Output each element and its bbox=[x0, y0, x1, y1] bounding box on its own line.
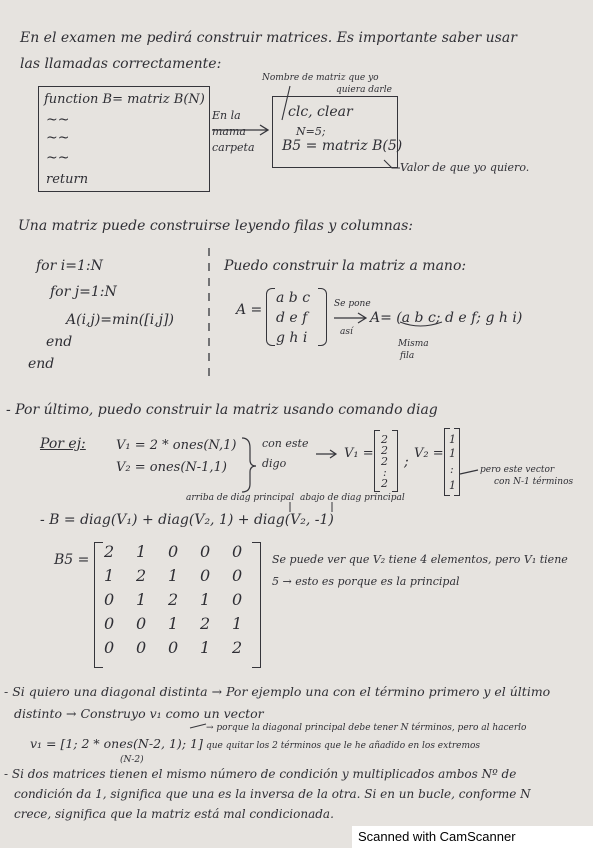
b5-note-2: 5 → esto es porque es la principal bbox=[272, 575, 460, 588]
b5-cell: 0 bbox=[104, 638, 115, 657]
diag-note-above: arriba de diag principal bbox=[186, 493, 295, 503]
b5-cell: 0 bbox=[136, 638, 147, 657]
b5-cell: 1 bbox=[200, 590, 211, 609]
b5-cell: 2 bbox=[200, 614, 211, 633]
b5-cell: 0 bbox=[232, 566, 243, 585]
intro-line-2: las llamadas correctamente: bbox=[20, 56, 222, 72]
bottom-formula-sub: (N-2) bbox=[120, 755, 144, 765]
loop-line-1: for i=1:N bbox=[36, 258, 103, 274]
v1-val-2: 2 bbox=[381, 444, 388, 457]
bottom-formula: v₁ = [1; 2 * ones(N-2, 1); 1] bbox=[30, 736, 203, 751]
function-squiggle-3: ~~ bbox=[46, 150, 70, 166]
b5-cell: 2 bbox=[232, 638, 243, 657]
b5-cell: 1 bbox=[232, 614, 243, 633]
call-line-3: B5 = matriz B(5) bbox=[282, 138, 403, 154]
bottom-line-3a: → porque la diagonal principal debe tener N términos, pero al hacerlo bbox=[206, 723, 527, 733]
bottom-line-3b: que quitar los 2 términos que le he añadido en los extremos bbox=[206, 741, 481, 751]
v1-bracket-right bbox=[392, 430, 398, 492]
b5-label: B5 = bbox=[54, 552, 90, 568]
manual-bracket-left bbox=[266, 288, 275, 346]
v1-val-5: 2 bbox=[381, 477, 388, 490]
b5-cell: 0 bbox=[104, 590, 115, 609]
example-label: Por ej: bbox=[40, 436, 86, 452]
manual-lhs: A = bbox=[236, 302, 263, 318]
manual-row-3: g h i bbox=[276, 330, 308, 346]
function-squiggle-2: ~~ bbox=[46, 130, 70, 146]
manual-note-2: fila bbox=[400, 351, 415, 361]
b5-bracket-right bbox=[252, 542, 261, 668]
manual-note-1: Misma bbox=[398, 339, 429, 349]
arrow-label-3: carpeta bbox=[212, 141, 255, 154]
b5-bracket-left bbox=[94, 542, 103, 668]
v1-equals: V₁ = bbox=[344, 446, 374, 461]
section2-title: Una matriz puede construirse leyendo filas y columnas: bbox=[18, 218, 413, 234]
bottom-line-5: condición da 1, significa que una es la inversa de la otra. Si en un bucle, conforme N bbox=[14, 787, 531, 801]
manual-row-2: d e f bbox=[276, 310, 308, 326]
bottom-line-1: - Si quiero una diagonal distinta → Por ejemplo una con el término primero y el último bbox=[4, 684, 551, 699]
note-matrix-name-2: quiera darle bbox=[336, 85, 392, 95]
function-return: return bbox=[46, 172, 89, 187]
v2-val-2: 1 bbox=[449, 447, 456, 460]
bottom-line-6: crece, significa que la matriz está mal condicionada. bbox=[14, 807, 334, 821]
arrow-label-1: En la bbox=[212, 109, 241, 122]
bottom-line-4: - Si dos matrices tienen el mismo número de condición y multiplicados ambos Nº de bbox=[4, 767, 517, 781]
loop-line-2: for j=1:N bbox=[50, 284, 117, 300]
v1-val-3: 2 bbox=[381, 455, 388, 468]
manual-arrow-bottom: así bbox=[340, 327, 353, 337]
b5-cell: 0 bbox=[200, 566, 211, 585]
v2-note-2: con N-1 términos bbox=[494, 477, 574, 487]
note-matrix-name-1: Nombre de matriz que yo bbox=[262, 73, 379, 83]
arrow-label-2: mama bbox=[212, 125, 246, 138]
vector-sep: ; bbox=[404, 454, 409, 470]
b5-cell: 1 bbox=[136, 590, 147, 609]
v2-val-3: : bbox=[450, 463, 454, 476]
v2-val-4: 1 bbox=[449, 479, 456, 492]
b5-cell: 0 bbox=[136, 614, 147, 633]
brace-note-2: digo bbox=[262, 457, 287, 470]
loop-line-3: A(i,j)=min([i,j]) bbox=[66, 312, 174, 328]
example-v1: V₁ = 2 * ones(N,1) bbox=[116, 438, 237, 453]
manual-result: A= (a b c; d e f; g h i) bbox=[370, 310, 523, 326]
intro-line-1: En el examen me pedirá construir matrices. Es importante saber usar bbox=[20, 30, 517, 46]
b5-cell: 0 bbox=[232, 590, 243, 609]
note-value: Valor de que yo quiero. bbox=[400, 161, 530, 174]
b5-cell: 2 bbox=[104, 542, 115, 561]
v2-equals: V₂ = bbox=[414, 446, 444, 461]
b5-cell: 2 bbox=[136, 566, 147, 585]
manual-bracket-right bbox=[318, 288, 327, 346]
b5-cell: 1 bbox=[200, 638, 211, 657]
b5-cell: 1 bbox=[136, 542, 147, 561]
b5-cell: 0 bbox=[232, 542, 243, 561]
loop-line-4: end bbox=[46, 334, 73, 350]
manual-title: Puedo construir la matriz a mano: bbox=[224, 258, 467, 274]
manual-arrow-top: Se pone bbox=[334, 299, 371, 309]
b5-cell: 0 bbox=[104, 614, 115, 633]
call-line-2: N=5; bbox=[296, 125, 326, 138]
v2-note-1: pero este vector bbox=[480, 465, 555, 475]
function-squiggle-1: ~~ bbox=[46, 112, 70, 128]
example-v2: V₂ = ones(N-1,1) bbox=[116, 460, 227, 475]
b5-cell: 1 bbox=[104, 566, 115, 585]
scanner-footer: Scanned with CamScanner bbox=[352, 826, 593, 848]
manual-row-1: a b c bbox=[276, 290, 311, 306]
b5-cell: 1 bbox=[168, 566, 179, 585]
b5-cell: 0 bbox=[168, 638, 179, 657]
b5-cell: 0 bbox=[168, 542, 179, 561]
diag-note-below: abajo de diag principal bbox=[300, 493, 405, 503]
bottom-line-2: distinto → Construyo v₁ como un vector bbox=[14, 706, 264, 721]
brace-note-1: con este bbox=[262, 437, 309, 450]
diag-formula: - B = diag(V₁) + diag(V₂, 1) + diag(V₂, -1) bbox=[40, 512, 334, 528]
v1-bracket-left bbox=[374, 430, 380, 492]
v1-val-4: : bbox=[383, 466, 387, 479]
section3-title: - Por último, puedo construir la matriz usando comando diag bbox=[6, 402, 438, 418]
b5-cell: 0 bbox=[200, 542, 211, 561]
v1-val-1: 2 bbox=[381, 433, 388, 446]
call-line-1: clc, clear bbox=[288, 104, 353, 120]
v2-val-1: 1 bbox=[449, 433, 456, 446]
b5-cell: 1 bbox=[168, 614, 179, 633]
b5-note-1: Se puede ver que V₂ tiene 4 elementos, pero V₁ tiene bbox=[272, 553, 568, 566]
function-header: function B= matriz B(N) bbox=[44, 92, 205, 107]
b5-cell: 2 bbox=[168, 590, 179, 609]
loop-line-5: end bbox=[28, 356, 55, 372]
